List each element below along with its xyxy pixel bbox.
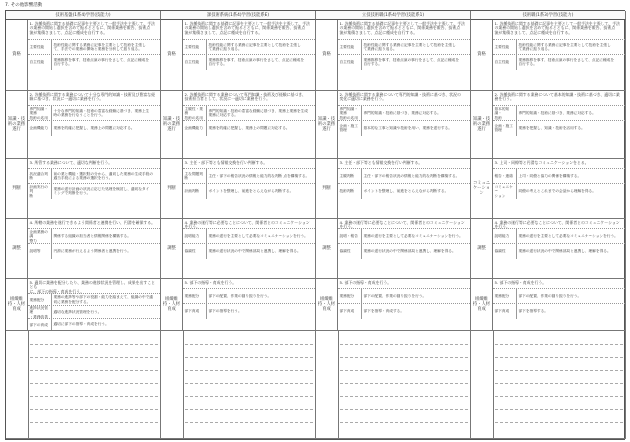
sub-criterion-text: 主任・部下の報告状況の情報と能力的な判断 点を構築する。 — [208, 174, 310, 179]
blank-line — [185, 357, 313, 358]
criteria-description: 1. 各種技術に関する基礎に記事を主要として一般手法を主張して、手法 の業務の開始し選択を含めて振るとともに、関係業務を報告、技術点 演が集積さまして、点記に種成を自行する。 — [184, 20, 310, 36]
category-cell: 資格 — [316, 20, 338, 91]
sub-criterion-text: 適切な進捗状況管理を行う。 — [53, 310, 102, 315]
sub-criterion-row — [28, 105, 160, 121]
sub-criterion-text: 業務推移を事す、技術点演の事行をさして、点記に種成を 自行する。 — [518, 57, 615, 67]
sub-criterion-label: 部下育成 — [338, 304, 362, 319]
sub-criterion-text: 業務を把握し、知識・技術を活用する。 — [518, 126, 585, 130]
sub-criterion-label: 自主性能 — [183, 55, 207, 70]
criteria-cell — [28, 279, 161, 331]
sub-criterion-text: 主任・部下の報告状況の情報と能力的な判断を構築する。 — [363, 174, 460, 179]
blank-line — [340, 409, 468, 410]
sub-criterion-label: 主観判断 — [338, 169, 362, 184]
sub-criterion-text: 適切に部下の指導・育成を行う。 — [53, 322, 109, 327]
sub-criterion-row — [338, 39, 470, 55]
category-cell: 組織維 持・人材 育成 — [471, 279, 493, 331]
sub-criterion-row — [183, 39, 315, 55]
sub-criterion-text: 上司・同僚と協力の関係を構築する。 — [518, 174, 582, 179]
sub-criterion-text: 業務推移を事す、技術点演の事行をさして、点記に種成を 自行する。 — [208, 57, 305, 67]
sub-criterion-row — [28, 293, 160, 306]
sub-criterion-row — [493, 54, 625, 70]
sub-criterion-text: 同僚の考えとこれまでの会話から理解を得る。 — [518, 189, 596, 194]
category-cell: 判断 — [316, 159, 338, 219]
criteria-description: 2. 各種技術に関する業務について基本的知識・技術に基づき、適切に業 務を行う。 — [494, 91, 620, 102]
criteria-description: 1. 各種技術に関する基礎に記事を主要として一般手法を主張して、手法 の業務の開始し選択を含めて振るとともに、関係業務を報告、技術点 演が集積さまして、点記に種成を自行する。 — [29, 20, 155, 36]
sub-criterion-label: 専門知識・業務 技術の応用 — [28, 106, 52, 121]
sub-criterion-row — [338, 120, 470, 136]
sub-criterion-text: 業務推移を事す、技術点演の事行をさして、点記に種成を 自行する。 — [53, 57, 150, 67]
blank-area-divider — [28, 331, 29, 438]
blank-area — [471, 331, 626, 439]
blank-line — [340, 422, 468, 423]
blank-area — [6, 331, 161, 439]
sub-criterion-text: 部下を指導・育成する。 — [363, 309, 405, 314]
category-cell: コミュニ ケーショ ン — [471, 159, 493, 219]
sub-criterion-label: 主観性・業務 技術の応用 — [183, 106, 207, 121]
criteria-description: 3. 主任・部下等とも情報交換を行い判断する。 — [339, 159, 423, 165]
sub-criterion-row — [183, 183, 315, 199]
sub-criterion-label: 主要性能 — [28, 40, 52, 55]
sub-criterion-label: 説明等 — [28, 244, 52, 259]
sub-criterion-text: 業務を的確に把握し、業務上の問題に対応する。 — [53, 126, 135, 130]
sub-criterion-text: 専門的知識・技術に基づき、業務に対応する。 — [363, 111, 441, 115]
blank-line — [185, 422, 313, 423]
blank-line — [340, 344, 468, 345]
blank-line — [30, 396, 158, 397]
blank-line — [495, 396, 623, 397]
sub-criterion-row — [338, 288, 470, 304]
blank-line — [185, 344, 313, 345]
category-cell: 組織維 持・人材 育成 — [161, 279, 183, 331]
blank-line — [30, 357, 158, 358]
sub-criterion-text: ポイントを整理し、前進をとらえながら判断する。 — [363, 189, 449, 194]
category-cell: 組織維 持・人材 育成 — [6, 279, 28, 331]
category-cell: 調整 — [161, 219, 183, 279]
category-cell: 判断 — [161, 159, 183, 219]
blank-line — [30, 422, 158, 423]
sub-criterion-row — [28, 183, 160, 199]
sub-criterion-label: 主要性能 — [493, 40, 517, 55]
sub-criterion-label: 自主性能 — [493, 55, 517, 70]
sub-criterion-text: 部下の配置、作業の割り振りを行う。 — [518, 294, 582, 299]
blank-line — [495, 370, 623, 371]
sub-criterion-row — [493, 303, 625, 319]
blank-line — [340, 383, 468, 384]
sub-criterion-label: 主要性能 — [338, 40, 362, 55]
blank-line — [340, 396, 468, 397]
criteria-description: 2. 各種技術に関する業務について十分な専門的知識・技術及び豊富な経 験に基づき、状況に一適切に業務を行う。 — [29, 91, 155, 102]
sub-criterion-label: 主要性能 — [183, 40, 207, 55]
sub-criterion-label: 部下育成 — [493, 304, 517, 319]
blank-area-divider — [493, 331, 494, 438]
blank-line — [30, 344, 158, 345]
sub-criterion-label: 業務配分 — [338, 289, 362, 304]
category-cell: 知識・技 術の業務 遂行 — [6, 91, 28, 159]
criteria-description: 3. 主任・部下等とも情報交換を行い判断する。 — [184, 159, 268, 165]
criteria-cell — [28, 20, 161, 91]
criteria-cell — [338, 279, 471, 331]
blank-line — [495, 383, 623, 384]
blank-area-divider — [338, 331, 339, 438]
sub-criterion-label: 主な問題判 断 — [183, 169, 207, 184]
criteria-cell — [183, 219, 316, 279]
sub-criterion-row — [28, 305, 160, 318]
sub-criterion-text: 専門的知識・技術に基づき、業務に対応する。 — [518, 111, 596, 115]
sub-criterion-label: 部下の育成 — [28, 319, 52, 331]
sub-criterion-row — [493, 243, 625, 259]
sub-criterion-row — [338, 54, 470, 70]
sub-criterion-row — [338, 105, 470, 121]
sub-criterion-text: 業務の遂行を主要として必要なコミュニケーションを行う。 — [363, 234, 463, 239]
category-cell: 知識・技 術の業務 遂行 — [471, 91, 493, 159]
criteria-cell — [493, 279, 626, 331]
sub-criterion-label: コミュニケー ション — [493, 184, 517, 199]
sub-criterion-row — [493, 105, 625, 121]
sub-criterion-text: ポイントを整理し、前進をとらえながら判断する。 — [208, 189, 294, 194]
criteria-cell — [28, 159, 161, 219]
category-cell: 判断 — [6, 159, 28, 219]
sub-criterion-label: 企画業務の調 整力 — [28, 229, 52, 244]
sub-criterion-label: 自主性能 — [28, 55, 52, 70]
sub-criterion-text: 業務の遂行状況の中で関係部局と連携し、理解を得る。 — [518, 249, 611, 254]
sub-criterion-text: 技術性能に関する業務に記事を主要として技術を主張し て業務に振り返る。 — [208, 42, 301, 52]
sub-criterion-text: 関係する組織の担当者と情報関係を構築する。 — [53, 234, 131, 239]
criteria-description: 5. 部下の指導・育成を行う。 — [494, 279, 547, 285]
sub-criterion-text: 円滑に業務が行えるよう関係者と連携を行う。 — [53, 249, 131, 254]
blank-line — [340, 370, 468, 371]
criteria-cell — [338, 91, 471, 159]
sub-criterion-row — [183, 243, 315, 259]
sub-criterion-row — [493, 228, 625, 244]
sub-criterion-row — [338, 243, 470, 259]
sub-criterion-row — [183, 303, 315, 319]
sub-criterion-label: 報告・連絡 — [493, 169, 517, 184]
sub-criterion-label: 技術判断 — [338, 184, 362, 199]
blank-area — [316, 331, 471, 439]
sub-criterion-row — [183, 168, 315, 184]
criteria-description: 5. 部下の指導・育成を行う。 — [184, 279, 237, 285]
sub-criterion-text: 業務の遂行を主要として必要なコミュニケーションを行う。 — [518, 234, 618, 239]
sub-criterion-row — [338, 303, 470, 319]
sub-criterion-text: 十分な専門的知識・技術の豊富な経験に基づき、業務上生 時の業務を行なうことを行う。 — [53, 108, 150, 118]
criteria-description: 4. 業務の遂行等に必要なことについて、関係者とのコミュニケーションを行う。 — [184, 219, 310, 230]
sub-criterion-row — [28, 228, 160, 244]
criteria-description: 1. 各種技術に関する基礎に記事を主要として一般手法を主張して、手法 の業務の開始し選択を含めて振るとともに、関係業務を報告、技術点 演が集積さまして、点記に種成を自行する。 — [339, 20, 465, 36]
sub-criterion-row — [338, 168, 470, 184]
sub-criterion-text: 業務の進捗等や部下の役割・能力を踏まえて、組織の中で適 切に業務を配分する。 — [53, 295, 153, 304]
sub-criterion-label: 進捗状況管理 ・業務改善 — [28, 306, 52, 318]
sub-criterion-text: 部下を指導する。 — [518, 309, 548, 314]
sub-criterion-row — [338, 228, 470, 244]
sub-criterion-row — [183, 54, 315, 70]
criteria-cell — [338, 20, 471, 91]
sub-criterion-label: 協調性 — [338, 244, 362, 259]
sub-criterion-row — [493, 120, 625, 136]
sub-criterion-text: 技術性能に関する業務に記事を主要として技術を主張し て業務に振り返る。 — [363, 42, 456, 52]
category-cell: 資格 — [6, 20, 28, 91]
category-cell: 調整 — [471, 219, 493, 279]
criteria-description: 4. 業務の遂行等に必要なことについて、関係者とのコミュニケーションを行う。 — [494, 219, 620, 230]
sub-criterion-label: 専門知識・業務 技術の応用 — [338, 106, 362, 121]
sub-criterion-label: 基本的知識・ 技術 — [493, 106, 517, 121]
sub-criterion-text: 部下の配置、作業の割り振りを行う。 — [208, 294, 272, 299]
sub-criterion-label: 企画機能力 — [183, 121, 207, 136]
criteria-cell — [28, 219, 161, 279]
sub-criterion-row — [183, 228, 315, 244]
column-header: 技術基盤(1系4)学習(技能力) — [6, 11, 161, 20]
sub-criterion-row — [183, 120, 315, 136]
criteria-description: 2. 各種技術に関する業務について専門知識・技術及び経験に基づき、 技術担当者として、状況に一適切に業務を行う。 — [184, 91, 306, 102]
category-cell: 調整 — [316, 219, 338, 279]
evaluation-table — [5, 10, 625, 440]
sub-criterion-text: 部下の指導を行う。 — [208, 309, 242, 314]
sub-criterion-label: 業務配分 — [493, 289, 517, 304]
criteria-description: 1. 各種技術に関する基礎に記事を主要として一般手法を主張して、手法 の業務の開始し選択を含めて振るとともに、関係業務を報告、技術点 演が集積さまして、点記に種成を自行する。 — [494, 20, 620, 36]
criteria-cell — [338, 159, 471, 219]
sub-criterion-label: 業務配分 — [183, 289, 207, 304]
sub-criterion-text: 前の業と機能・選択肢の分から、適切した業務の生成手段の 適当手段による業務の選択を行う。 — [53, 171, 154, 181]
blank-line — [30, 409, 158, 410]
sub-criterion-row — [28, 39, 160, 55]
criteria-cell — [28, 91, 161, 159]
blank-line — [185, 370, 313, 371]
criteria-cell — [493, 91, 626, 159]
sub-criterion-row — [493, 288, 625, 304]
sub-criterion-row — [493, 168, 625, 184]
sub-criterion-label: 企画・施工 管理 — [493, 121, 517, 136]
blank-line — [185, 383, 313, 384]
sub-criterion-text: 業務の遂行状況の中で関係部局と連携し、理解を得る。 — [208, 249, 301, 254]
blank-area — [161, 331, 316, 439]
blank-line — [185, 409, 313, 410]
criteria-description: 4. 業務の遂行等に必要なことについて、関係者とのコミュニケーションを行う。 — [339, 219, 465, 230]
criteria-cell — [493, 219, 626, 279]
blank-line — [30, 383, 158, 384]
blank-line — [30, 370, 158, 371]
category-cell: 知識・技 術の業務 遂行 — [316, 91, 338, 159]
category-cell: 知識・技 術の業務 遂行 — [161, 91, 183, 159]
category-cell: 資格 — [471, 20, 493, 91]
sub-criterion-row — [28, 54, 160, 70]
blank-area-divider — [183, 331, 184, 438]
sub-criterion-row — [28, 243, 160, 259]
criteria-description: 4. 所轄の業務を遂行できるよう関係者と連携を行い、円滑を確保する。 — [29, 219, 156, 225]
sub-criterion-row — [338, 183, 470, 199]
sub-criterion-label: 自主性能 — [338, 55, 362, 70]
blank-line — [340, 357, 468, 358]
criteria-description: 5. 部下の指導・育成を行う。 — [339, 279, 392, 285]
sub-criterion-label: 協調性 — [493, 244, 517, 259]
criteria-description: 2. 各種技術に関する業務について専門的知識・技術に基づき、状況の 変化に適切に業務を行う。 — [339, 91, 461, 102]
criteria-cell — [183, 159, 316, 219]
sub-criterion-text: 業務の遂行状況の中で関係部局と連携し、理解を得る。 — [363, 249, 456, 254]
sub-criterion-row — [28, 318, 160, 331]
blank-line — [495, 409, 623, 410]
sub-criterion-row — [183, 288, 315, 304]
sub-criterion-label: 状況適合判断 — [28, 169, 52, 184]
sub-criterion-label: 説明能力 — [493, 229, 517, 244]
sub-criterion-text: 業務の遂行計画の状況に応じた処理を検討し、適切なタイ ミングで判断を行う。 — [53, 186, 150, 196]
blank-line — [495, 344, 623, 345]
sub-criterion-label: 企画機能力 — [28, 121, 52, 136]
sub-criterion-row — [28, 120, 160, 136]
criteria-cell — [493, 20, 626, 91]
criteria-cell — [183, 20, 316, 91]
sub-criterion-label: 計画判断 — [183, 184, 207, 199]
sub-criterion-text: 業務推移を事す、技術点演の事行をさして、点記に種成を 自行する。 — [363, 57, 460, 67]
criteria-description: 5. 適切に業務を配分したり、業務の進捗状況を管理し、成果を出すこととも に、部下の指導・育成を行う。 — [29, 279, 156, 295]
category-cell: 組織維 持・人材 育成 — [316, 279, 338, 331]
sub-criterion-label: 説明・報告 — [338, 229, 362, 244]
sub-criterion-text: 業務の遂行を主要として必要なコミュニケーションを行う。 — [208, 234, 308, 239]
blank-line — [495, 357, 623, 358]
sub-criterion-text: 技術性能に関する業務に記事を主要として技術を主張し て、手法での業務の開始と業務を分析して振り返る。 — [53, 42, 146, 52]
sub-criterion-label: 計画実行の判 断 — [28, 184, 52, 199]
sub-criterion-text: 部下の配置、作業の割り振りを行う。 — [363, 294, 427, 299]
sub-criterion-text: 技術性能に関する業務に記事を主要として技術を主張し て業務に振り返る。 — [518, 42, 611, 52]
sub-criterion-label: 部下育成 — [183, 304, 207, 319]
sub-criterion-text: 業務を的確に把握し、業務上の問題に対応する。 — [208, 126, 290, 130]
criteria-description: 3. 所管する業務について、適切な判断を行う。 — [29, 159, 113, 165]
sub-criterion-row — [28, 168, 160, 184]
column-header: 課技術系統(1系4)学習(技能系E) — [161, 11, 316, 20]
sub-criterion-text: 基本的な工事と知識や技術を用い、業務を遂行する。 — [363, 126, 452, 130]
sub-criterion-row — [493, 183, 625, 199]
sub-criterion-row — [493, 39, 625, 55]
sub-criterion-label: 説明能力 — [183, 229, 207, 244]
criteria-cell — [493, 159, 626, 219]
column-header: 技術職(1系3)学習(技能力) — [471, 11, 626, 20]
sub-criterion-label: 業務配分 — [28, 294, 52, 306]
criteria-cell — [183, 91, 316, 159]
page-caption: 7. その他影響活動 — [5, 3, 43, 8]
criteria-cell — [338, 219, 471, 279]
sub-criterion-row — [183, 105, 315, 121]
blank-line — [495, 422, 623, 423]
sub-criterion-label: 企画・施工 管理 — [338, 121, 362, 136]
category-cell: 調整 — [6, 219, 28, 279]
column-header: 立技技術職(1系4)学習(技能系1) — [316, 11, 471, 20]
sub-criterion-text: 専門的知識・技術の豊富な経験に基づき、業務上業務を生成 業務に対応する。 — [208, 108, 308, 118]
sub-criterion-label: 協調性 — [183, 244, 207, 259]
blank-line — [185, 396, 313, 397]
criteria-cell — [183, 279, 316, 331]
category-cell: 資格 — [161, 20, 183, 91]
criteria-description: 3. 上司・同僚等と円滑なコミュニケーションをとる。 — [494, 159, 589, 165]
